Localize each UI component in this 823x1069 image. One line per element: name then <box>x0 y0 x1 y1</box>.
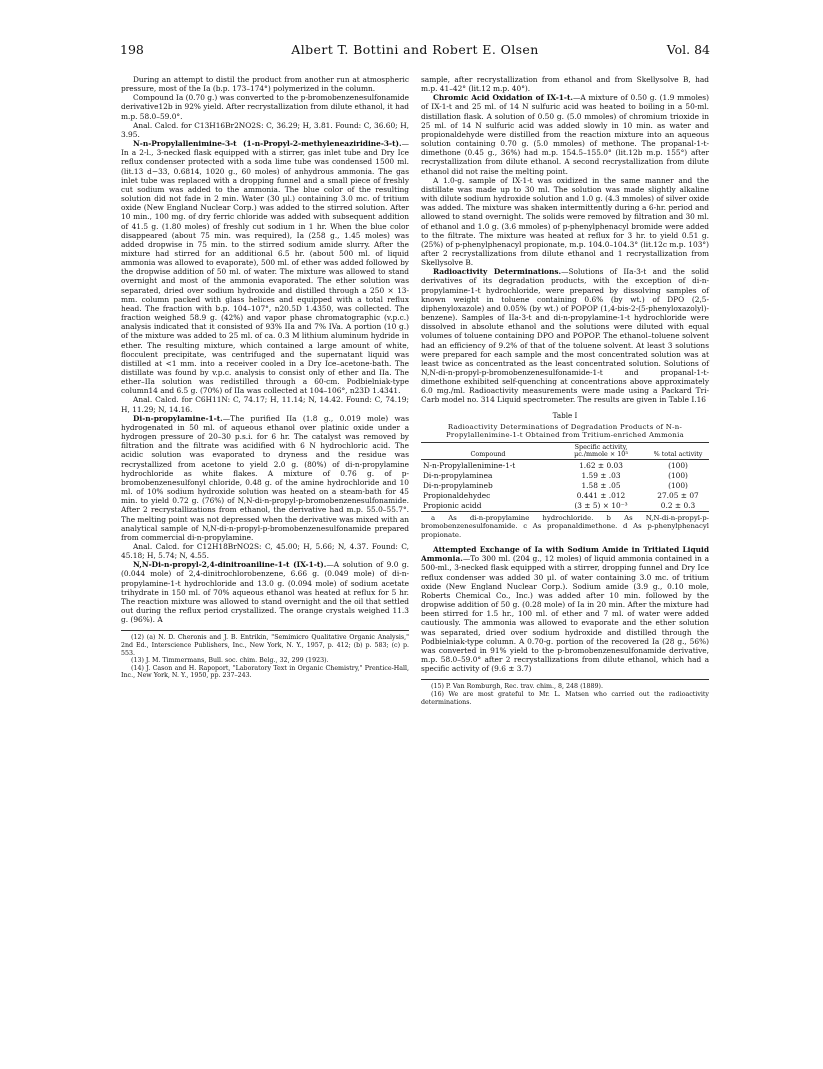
section-heading: Chromic Acid Oxidation of IX-1-t. <box>433 93 573 103</box>
paragraph: sample, after recrystallization from ethanol and from Skellysolve B, had m.p. 41–42° (lit.12 m.p. 40°). <box>421 75 709 94</box>
column-header: Specific activity, µc./mmole × 10³ <box>555 442 647 459</box>
table-notes: a As di-n-propylamine hydrochloride. b As N,N-di-n-propyl-p-bromobenzenesulfonamide. c As propanaldimethone. d As p-phenylphenacyl propionate. <box>421 513 709 539</box>
table-row <box>421 470 709 480</box>
section-body: —Solutions of IIa-3-t and the solid derivatives of its degradation products, with the exception of di-n-propylamine-1-t hydrochloride, were prepared by dissolving samples of known weight in toluene containing 0.6% (by wt.) of DPO (2,5-diphenyloxazole) and 0.05% (by wt.) of POPOP (1,4-bis-2-(5-phenyloxazolyl)-benzene). Samples of IIa-3-t and di-n-propylamine-1-t hydrochloride were dissolved in absolute ethanol and the solutions were diluted with equal volumes of toluene containing DPO and POPOP. The ethanol–toluene solvent had an efficiency of 9.2% of that of the toluene solvent. At least 3 solutions were prepared for each sample and the most concentrated solution was at least twice as concentrated as the least concentrated solution. Solutions of N,N-di-n-propyl-p-bromobenzenesulfonamide-1-t and propanal-1-t-dimethone exhibited self-quenching at concentrations above approximately 6.0 mg./ml. Radioactivity measurements were made using a Packard Tri-Carb model no. 314 Liquid spectrometer. The results are given in Table I.16 <box>421 267 709 405</box>
left-column <box>121 75 409 680</box>
section-heading: Attempted Exchange of Ia with Sodium Amide in Tritiated Liquid Ammonia. <box>421 545 709 564</box>
page-number: 198 <box>120 42 144 57</box>
section-body: —The purified IIa (1.8 g., 0.019 mole) was hydrogenated in 50 ml. of aqueous ethanol over platinic oxide under a hydrogen pressure of 20–30 p.s.i. for 6 hr. The catalyst was removed by filtration and the filtrate was acidified with 6 N hydrochloric acid. The acidic solution was evaporated to dryness and the residue was recrystallized from acetone to yield 2.0 g. (80%) of di-n-propylamine hydrochloride as white flakes. A mixture of 0.76 g. of p-bromobenzenesulfonyl chloride, 0.48 g. of the amine hydrochloride and 10 ml. of 10% sodium hydroxide solution was heated on a steam-bath for 45 min. to yield 0.72 g. (76%) of N,N-di-n-propyl-p-bromobenzenesulfonamide. After 2 recrystallizations from ethanol, the derivative had m.p. 55.0–55.7°. The melting point was not depressed when the derivative was mixed with an analytical sample of N,N-di-n-propyl-p-bromobenzenesulfonamide prepared from commercial di-n-propylamine. <box>121 413 409 542</box>
footnotes <box>421 679 709 706</box>
table-cell: 0.441 ± .012 <box>576 491 626 501</box>
table-row <box>421 491 709 501</box>
running-title: Albert T. Bottini and Robert E. Olsen <box>291 42 539 57</box>
table-row <box>421 459 709 470</box>
section-paragraph <box>421 93 709 175</box>
table-cell: (100) <box>668 480 688 490</box>
footnote: (16) We are most grateful to Mr. L. Matsen who carried out the radioactivity determinations. <box>421 690 709 706</box>
column-header: Compound <box>421 442 555 459</box>
page-header <box>120 42 710 58</box>
section-heading: N,N-Di-n-propyl-2,4-dinitroaniline-1-t (IX-1-t). <box>133 560 327 570</box>
right-column <box>421 75 709 706</box>
table-cell: 1.62 ± 0.03 <box>579 460 623 470</box>
analysis-line: Anal. Calcd. for C13H16Br2NO2S: C, 36.29; H, 3.81. Found: C, 36.60; H, 3.95. <box>121 120 409 139</box>
footnote: (14) J. Cason and H. Rapoport, "Laboratory Text in Organic Chemistry," Prentice-Hall, Inc., New York, N. Y., 1950, pp. 237–243. <box>121 664 409 680</box>
analysis-line: Anal. Calcd. for C12H18BrNO2S: C, 45.00; H, 5.66; N, 4.37. Found: C, 45.18; H, 5.74; N, 4.55. <box>121 541 409 561</box>
table-cell: 1.59 ± .03 <box>581 470 621 480</box>
volume-label: Vol. 84 <box>666 42 710 57</box>
footnote: (12) (a) N. D. Cheronis and J. B. Entrikin, "Semimicro Qualitative Organic Analysis," 2nd Ed., Interscience Publishers, Inc., New York, N. Y., 1957, p. 412; (b) p. 583; (c) p. 553. <box>121 634 409 657</box>
footnotes <box>121 630 409 680</box>
column-header: % total activity <box>647 442 709 459</box>
paragraph: During an attempt to distil the product from another run at atmospheric pressure, most of the Ia (b.p. 173–174°) polymerized in the column. <box>121 75 409 94</box>
section-body: —In a 2-l., 3-necked flask equipped with a stirrer, gas inlet tube and Dry Ice reflux condenser protected with a soda lime tube was condensed 1500 ml. (lit.13 d−33, 0.6814, 1020 g., 60 moles) of anhydrous ammonia. The gas inlet tube was replaced with a dropping funnel and a small piece of freshly cut sodium was added to the ammonia. The blue color of the resulting solution did not fade in 2 min. Water (30 µl.) containing 3.0 mc. of tritium oxide (New England Nuclear Corp.) was added to the stirred solution. After 10 min., 100 mg. of dry ferric chloride was added with subsequent addition of 41.5 g. (1.80 moles) of freshly cut sodium in 1 hr. When the blue color disappeared (about 75 min. was required), Ia (258 g., 1.45 moles) was added dropwise in 75 min. to the stirred sodium amide slurry. After the mixture had stirred for an additional 6.5 hr. (about 500 ml. of liquid ammonia was allowed to evaporate), 500 ml. of ether was added followed by the dropwise addition of 50 ml. of water. The mixture was allowed to stand overnight and most of the ammonia evaporated. The ether solution was separated, dried over sodium hydroxide and distilled through a 250 × 13-mm. column packed with glass helices and equipped with a total reflux head. The fraction with b.p. 104–107°, n20.5D 1.4350, was collected. The fraction weighed 58.9 g. (42%) and vapor phase chromatographic (v.p.c.) analysis indicated that it consisted of 93% IIa and 7% IVa. A portion (10 g.) of the mixture was added to 25 ml. of ca. 0.3 M lithium aluminum hydride in ether. The resulting mixture, which contained a large amount of white, flocculent precipitate, was centrifuged and the supernatant liquid was distilled at <1 mm. into a receiver cooled in a Dry Ice–acetone-bath. The distillate was found by v.p.c. analysis to consist only of ether and IIa. The ether–IIa solution was redistilled through a 60-cm. Podbielniak-type column14 and 6.5 g. (70%) of IIa was collected at 104–106°, n23D 1.4341. <box>121 139 409 396</box>
table-cell: Di-n-propylaminea <box>423 470 493 480</box>
paragraph: Compound Ia (0.70 g.) was converted to the p-bromobenzenesulfonamide derivative12b in 92% yield. After recrystallization from dilute ethanol, it had m.p. 58.0–59.0°. <box>121 93 409 121</box>
table-cell: (3 ± 5) × 10⁻³ <box>555 501 647 512</box>
section-paragraph <box>121 560 409 624</box>
table-row <box>421 501 709 512</box>
section-paragraph <box>421 267 709 404</box>
paragraph: A 1.0-g. sample of IX-1-t was oxidized in the same manner and the distillate was made up to 30 ml. The solution was made slightly alkaline with dilute sodium hydroxide solution and 1.0 g. (4.3 mmoles) of silver oxide was added. The mixture was shaken intermittently during a 6-hr. period and allowed to stand overnight. The solids were removed by filtration and 30 ml. of ethanol and 1.0 g. (3.6 mmoles) of p-phenylphenacyl bromide were added to the filtrate. The mixture was heated at reflux for 3 hr. to yield 0.51 g. (25%) of p-phenylphenacyl propionate, m.p. 104.0–104.3° (lit.12c m.p. 103°) after 2 recrystallizations from dilute ethanol and 1 recrystallization from Skellysolve B. <box>421 175 709 268</box>
table-title: Radioactivity Determinations of Degradation Products of N-n-Propylallenimine-1-t Obtained from Tritium-enriched Ammonia <box>445 422 685 440</box>
table-cell: Di-n-propylamineb <box>423 480 493 490</box>
footnote: (15) P. Van Romburgh, Rec. trav. chim., 8, 248 (1889). <box>431 683 604 691</box>
table-cell: 0.2 ± 0.3 <box>647 501 709 512</box>
results-table <box>421 442 709 512</box>
section-paragraph <box>121 139 409 395</box>
section-paragraph <box>421 545 709 673</box>
table-cell: (100) <box>668 460 688 470</box>
section-paragraph <box>121 414 409 542</box>
table-caption: Table I <box>552 410 578 420</box>
section-body: —A solution of 9.0 g. (0.044 mole) of 2,4-dinitrochlorobenzene, 6.66 g. (0.049 mole) of di-n-propylamine-1-t hydrochloride and 13.0 g. (0.094 mole) of sodium acetate trihydrate in 150 ml. of 70% aqueous ethanol was heated at reflux for 5 hr. The reaction mixture was allowed to stand overnight and the oil that settled out during the reflux period crystallized. The orange crystals weighed 11.3 g. (96%). A <box>121 560 409 625</box>
table-cell: 27.05 ± 07 <box>657 491 699 501</box>
section-heading: Radioactivity Determinations. <box>433 267 562 277</box>
table-cell: Propionaldehydec <box>423 491 491 501</box>
section-body: —A mixture of 0.50 g. (1.9 mmoles) of IX-1-t and 25 ml. of 14 N sulfuric acid was heated to boiling in a 50-ml. distillation flask. A solution of 0.50 g. (5.0 mmoles) of chromium trioxide in 25 ml. of 14 N sulfuric acid was added slowly in 10 min. as water and propionaldehyde were distilled from the reaction mixture into an aqueous solution containing 0.70 g. (5.0 mmoles) of methone. The propanal-1-t-dimethone (0.45 g., 36%) had m.p. 154.5–155.0° (lit.12b m.p. 155°) after recrystallization from dilute ethanol. A second recrystallization from dilute ethanol did not raise the melting point. <box>421 93 709 176</box>
section-heading: Di-n-propylamine-1-t. <box>133 413 223 423</box>
section-body: —To 300 ml. (204 g., 12 moles) of liquid ammonia contained in a 500-ml., 3-necked flask equipped with a stirrer, dropping funnel and Dry Ice reflux condenser was added 30 µl. of water containing 3.0 mc. of tritium oxide (New England Nuclear Corp.). Sodium amide (3.9 g., 0.10 mole, Roberts Chemical Co., Inc.) was added after 10 min. followed by the dropwise addition of 50 g. (0.28 mole) of Ia in 20 min. After the mixture had been stirred for 1.5 hr., 100 ml. of ether and 7 ml. of water were added cautiously. The ammonia was allowed to evaporate and the ether solution was separated, dried over sodium hydroxide and distilled through the Podbielniak-type column. A 0.70-g. portion of the recovered Ia (28 g., 56%) was converted in 91% yield to the p-bromobenzenesulfonamide derivative, m.p. 58.0–59.0° after 2 recrystallizations from dilute ethanol, which had a specific activity of (9.6 ± 3.7) <box>421 554 709 674</box>
table-cell: 1.58 ± .05 <box>581 480 621 490</box>
section-heading: N-n-Propylallenimine-3-t (1-n-Propyl-2-methyleneaziridine-3-t). <box>133 139 402 149</box>
footnote: (13) J. M. Timmermans, Bull. soc. chim. Belg., 32, 299 (1923). <box>131 657 329 665</box>
table-cell: Propionic acidd <box>421 501 555 512</box>
table-cell: N-n-Propylallenimine-1-t <box>423 460 516 470</box>
table-row <box>421 480 709 490</box>
analysis-line: Anal. Calcd. for C6H11N: C, 74.17; H, 11.14; N, 14.42. Found: C, 74.19; H, 11.29; N, 14.16. <box>121 395 409 414</box>
table-cell: (100) <box>668 470 688 480</box>
